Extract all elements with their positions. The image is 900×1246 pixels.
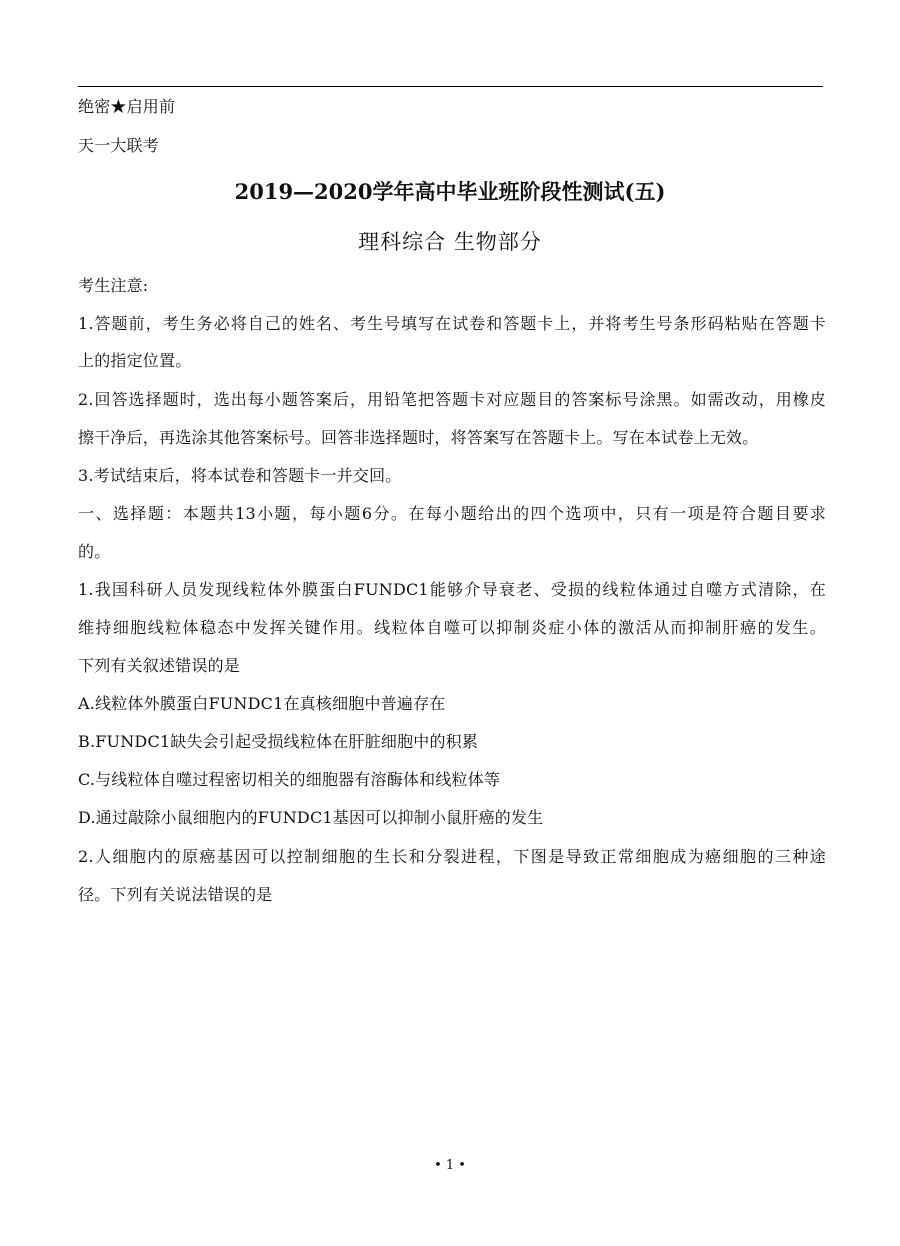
question-1-line-3: 下列有关叙述错误的是	[78, 656, 241, 675]
question-2-line-1: 2.人细胞内的原癌基因可以控制细胞的生长和分裂进程，下图是导致正常细胞成为癌细胞的三种途	[78, 847, 826, 866]
question-1-option-b: B.FUNDC1缺失会引起受损线粒体在肝脏细胞中的积累	[78, 732, 479, 751]
section-heading-line-2: 的。	[78, 542, 111, 561]
notice-item-1-line-2: 上的指定位置。	[78, 351, 192, 370]
page-number: • 1 •	[434, 1158, 466, 1173]
header-rule	[78, 86, 823, 87]
organizer-label: 天一大联考	[78, 136, 160, 155]
question-1-line-1: 1.我国科研人员发现线粒体外膜蛋白FUNDC1能够介导衰老、受损的线粒体通过自噬方式清除，在	[78, 580, 826, 599]
exam-subtitle: 理科综合 生物部分	[358, 230, 542, 254]
question-1-option-d: D.通过敲除小鼠细胞内的FUNDC1基因可以抑制小鼠肝癌的发生	[78, 808, 544, 827]
notice-item-1-line-1: 1.答题前，考生务必将自己的姓名、考生号填写在试卷和答题卡上，并将考生号条形码粘贴在答题卡	[78, 314, 826, 333]
notice-item-2-line-2: 擦干净后，再选涂其他答案标号。回答非选择题时，将答案写在答题卡上。写在本试卷上无效。	[78, 428, 759, 447]
section-heading-line-1: 一、选择题：本题共13小题，每小题6分。在每小题给出的四个选项中，只有一项是符合题目要求	[78, 504, 826, 523]
notice-item-2-line-1: 2.回答选择题时，选出每小题答案后，用铅笔把答题卡对应题目的答案标号涂黑。如需改动，用橡皮	[78, 390, 826, 409]
notice-heading: 考生注意:	[78, 276, 149, 295]
notice-item-3: 3.考试结束后，将本试卷和答题卡一并交回。	[78, 466, 402, 485]
question-1-option-a: A.线粒体外膜蛋白FUNDC1在真核细胞中普遍存在	[78, 694, 446, 713]
question-1-line-2: 维持细胞线粒体稳态中发挥关键作用。线粒体自噬可以抑制炎症小体的激活从而抑制肝癌的发生。	[78, 618, 826, 637]
exam-title: 2019—2020学年高中毕业班阶段性测试(五)	[234, 179, 666, 204]
confidential-label: 绝密★启用前	[78, 97, 176, 116]
question-1-option-c: C.与线粒体自噬过程密切相关的细胞器有溶酶体和线粒体等	[78, 770, 501, 789]
question-2-line-2: 径。下列有关说法错误的是	[78, 885, 273, 904]
